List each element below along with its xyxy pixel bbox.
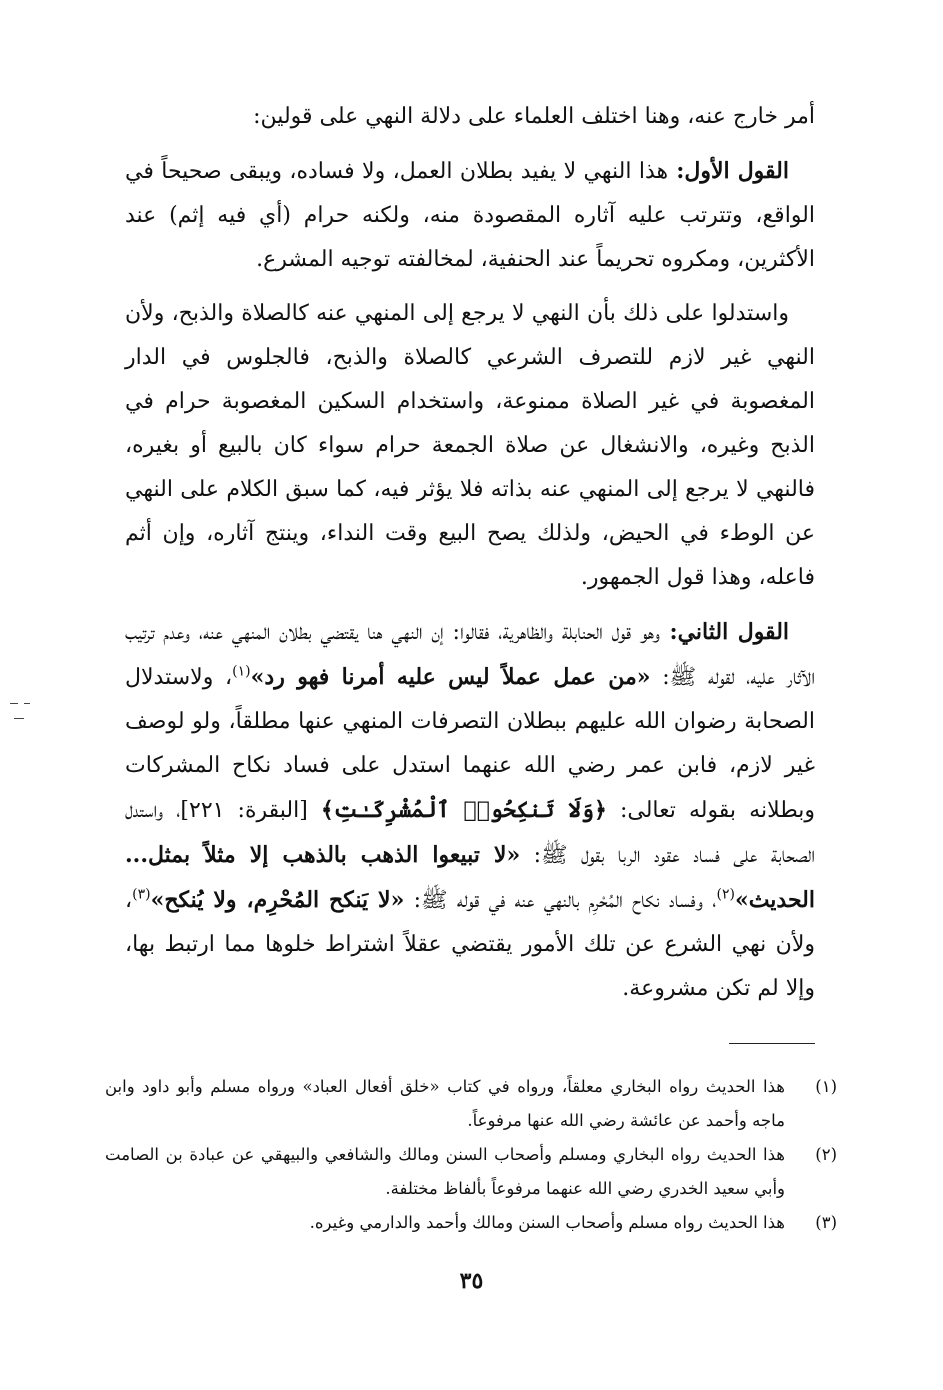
hadith-quote-2: «لا تبيعوا الذهب بالذهب إلا مثلاً بمثل... الحديث» xyxy=(125,842,815,913)
second-opinion-text-5: ، ولأن نهي الشرع عن تلك الأمور يقتضي عقلاً اشتراط خلوها مما ارتبط بها، وإلا لم تكن مشروعة. xyxy=(125,888,815,1001)
page-number: ٣٥ xyxy=(459,1268,484,1294)
second-opinion-text: وهو قول الحنابلة والظاهرية، فقالوا: إن النهي هنا يقتضي بطلان المنهي عنه، وعدم ترتيب الآثار عليه، لقوله ﷺ: xyxy=(125,620,815,690)
second-opinion-text-2: ، ولاستدلال الصحابة رضوان الله عليهم ببطلان التصرفات المنهي عنها مطلقاً، ولو لوصف غير لازم، فابن عمر رضي الله عنهما استدل على فساد نكاح المشركات وبطلانه بقوله تعالى: xyxy=(125,665,815,823)
paragraph-intro-text: أمر خارج عنه، وهنا اختلف العلماء على دلالة النهي على قولين: xyxy=(253,104,815,129)
footnote-divider xyxy=(729,1043,815,1044)
footnote-item xyxy=(105,1206,837,1240)
paragraph-first-opinion xyxy=(125,149,815,282)
footnote-item xyxy=(105,1070,837,1138)
scan-margin-mark xyxy=(24,703,30,704)
paragraph-second-opinion xyxy=(125,610,815,1011)
footnote-ref-2[interactable]: (٢) xyxy=(716,886,735,903)
footnote-text: هذا الحديث رواه البخاري معلقاً، ورواه في كتاب «خلق أفعال العباد» ورواه مسلم وأبو داود وابن ماجه وأحمد عن عائشة رضي الله عنها مرفوعاً. xyxy=(105,1077,785,1130)
hadith-quote-3: «لا يَنكح المُحْرِم، ولا يُنكح» xyxy=(150,887,405,913)
hadith-quote-1: «من عمل عملاً ليس عليه أمرنا فهو رد» xyxy=(250,664,651,690)
paragraph-intro xyxy=(125,95,815,139)
footnotes xyxy=(105,1070,837,1240)
first-opinion-text: هذا النهي لا يفيد بطلان العمل، ولا فساده، ويبقى صحيحاً في الواقع، وتترتب عليه آثاره المقصودة منه، ولكنه حرام (أي فيه إثم) عند الأكثرين، ومكروه تحريماً عند الحنفية، لمخالفته توجيه المشرع. xyxy=(125,159,815,272)
footnote-ref-3[interactable]: (٣) xyxy=(132,886,151,903)
footnote-ref-1[interactable]: (١) xyxy=(232,663,251,680)
main-text xyxy=(125,95,815,1021)
footnote-number: (١) xyxy=(815,1077,837,1096)
scan-margin-mark xyxy=(14,718,24,719)
evidence-text: واستدلوا على ذلك بأن النهي لا يرجع إلى المنهي عنه كالصلاة والذبح، ولأن النهي غير لازم للتصرف الشرعي كالصلاة والذبح، فالجلوس في الدار المغصوبة في غير الصلاة ممنوعة، واستخدام السكين المغصوبة حرام في الذبح وغيره، والانشغال عن صلاة الجمعة حرام سواء كان بالبيع أو بغيره، فالنهي لا يرجع إلى المنهي عنه بذاته فلا يؤثر فيه، كما سبق الكلام على النهي عن الوطء في الحيض، ولذلك يصح البيع وقت النداء، وينتج آثاره، وإن أثم فاعله، وهذا قول الجمهور. xyxy=(125,301,815,590)
footnote-text: هذا الحديث رواه البخاري ومسلم وأصحاب السنن ومالك والشافعي والبيهقي عن عبادة بن الصامت وأبي سعيد الخدري رضي الله عنهما مرفوعاً بألفاظ مختلفة. xyxy=(105,1145,785,1198)
second-opinion-heading: القول الثاني: xyxy=(659,619,790,645)
second-opinion-text-3: [البقرة: ٢٢١]، واستدل الصحابة على فساد عقود الربا بقول ﷺ: xyxy=(125,798,815,868)
footnote-number: (٢) xyxy=(815,1145,837,1164)
footnote-item xyxy=(105,1138,837,1206)
first-opinion-heading: القول الأول: xyxy=(668,158,789,184)
second-opinion-text-4: ، وفساد نكاح المُحْرِم بالنهي عنه في قوله ﷺ: xyxy=(404,888,717,913)
footnote-number: (٣) xyxy=(815,1213,837,1232)
scan-margin-mark xyxy=(10,703,18,704)
quran-verse: ﴿وَلَا تَنكِحُوا۟ ٱلْمُشْرِكَـٰتِ﴾ xyxy=(320,797,607,823)
footnote-text: هذا الحديث رواه مسلم وأصحاب السنن ومالك وأحمد والدارمي وغيره. xyxy=(309,1213,785,1232)
paragraph-evidence xyxy=(125,292,815,600)
